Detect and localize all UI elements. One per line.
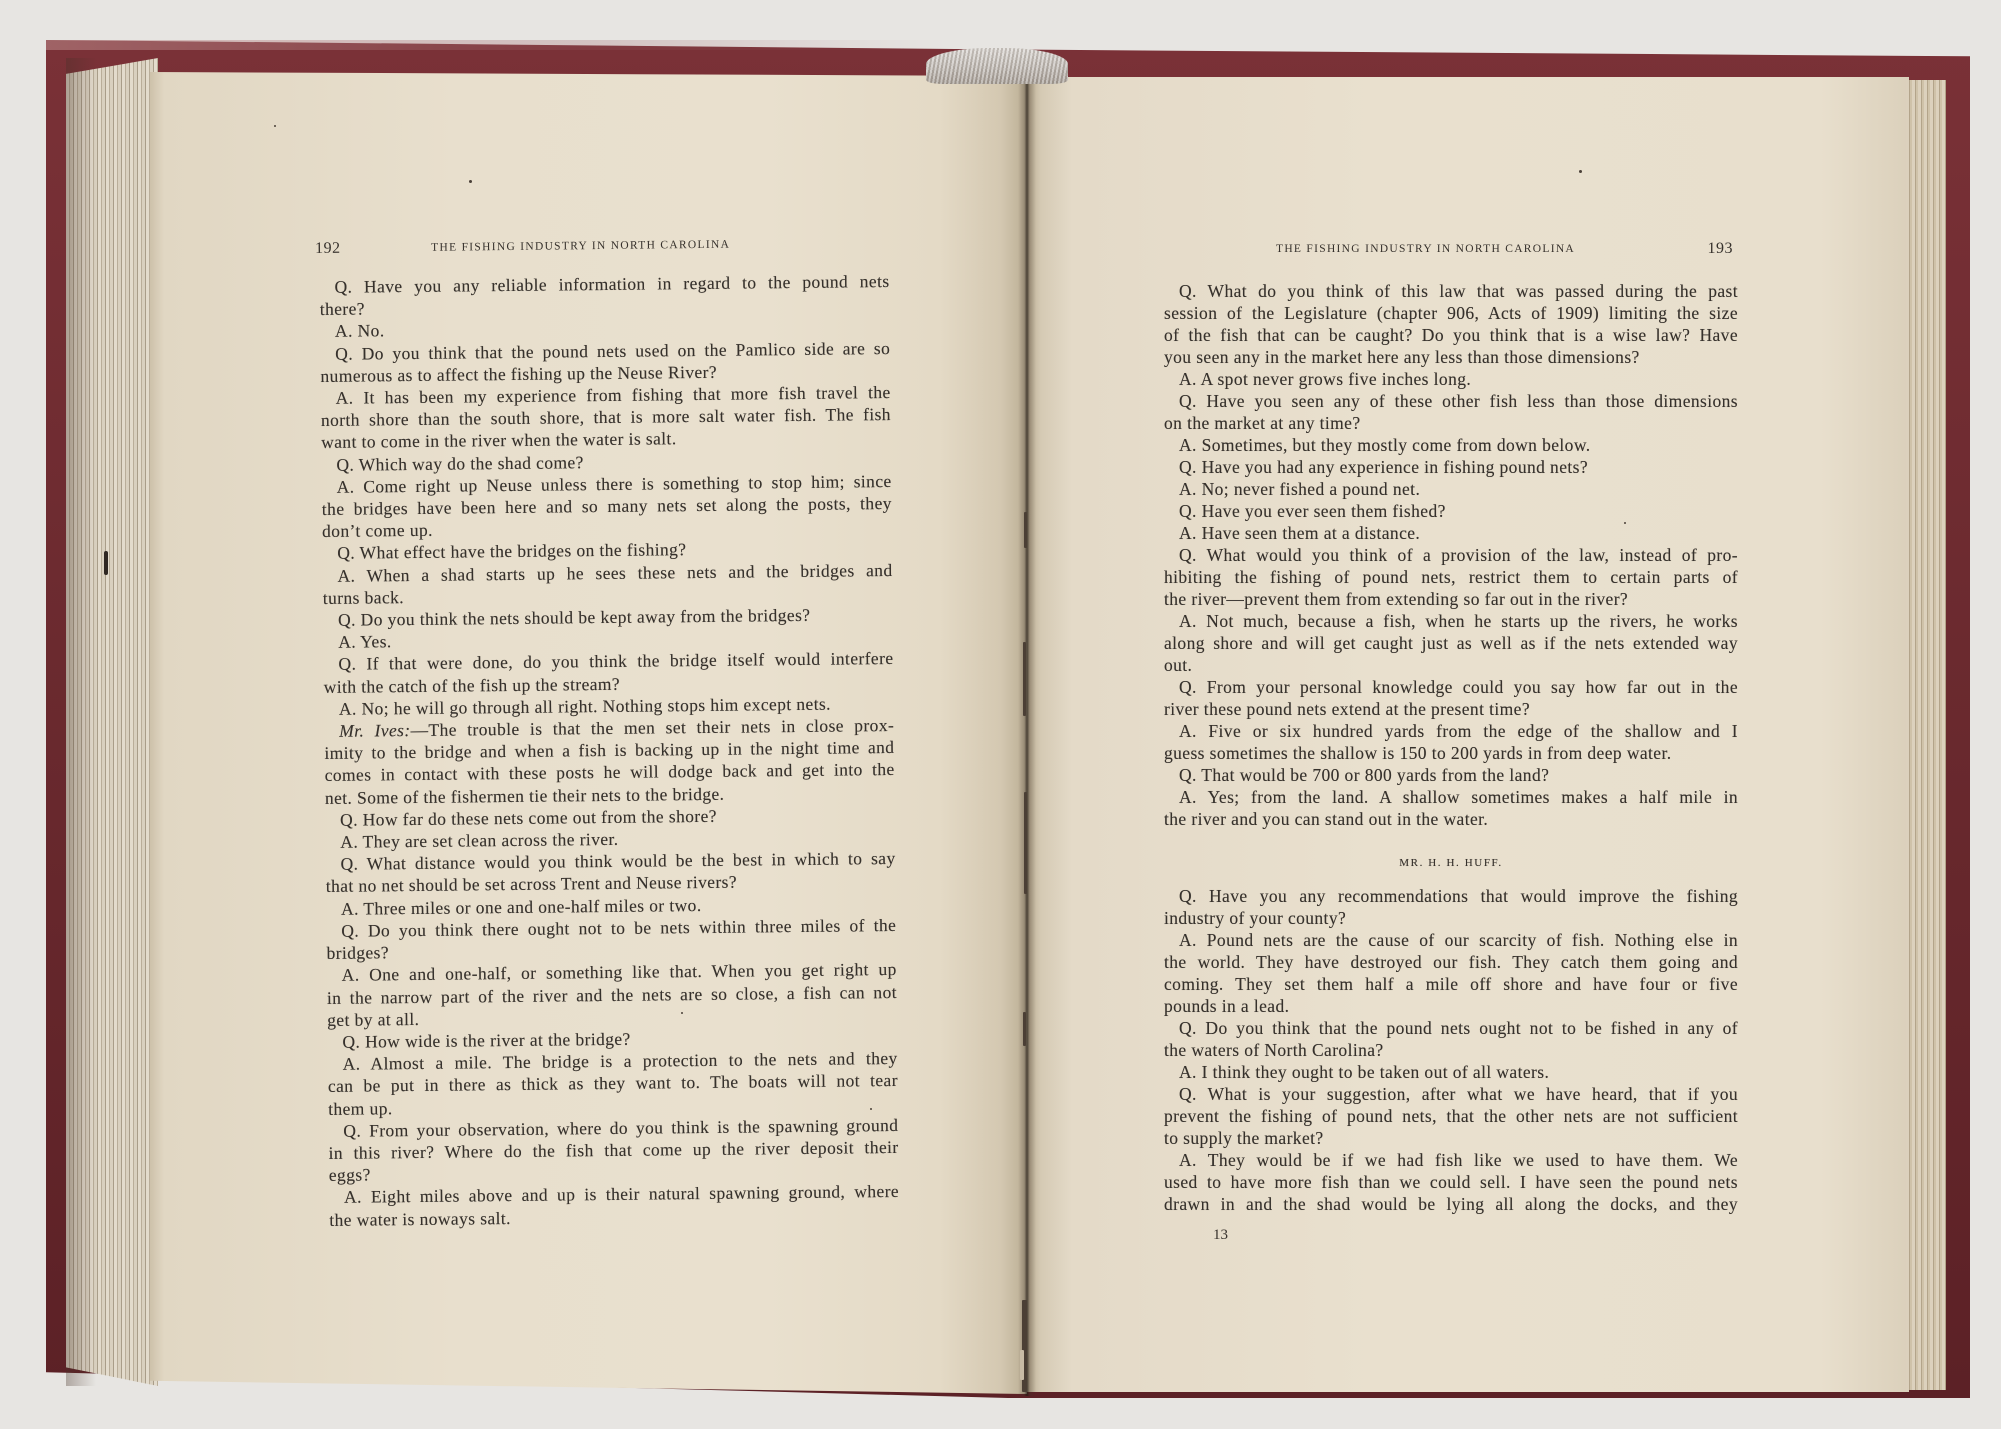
answer-paragraph <box>322 559 892 609</box>
text-line: along shore and will get caught just as well as if the nets extended way <box>1164 633 1738 653</box>
text-line: want to come in the river when the water is salt. <box>321 428 677 453</box>
answer-paragraph <box>1164 522 1738 544</box>
text-line: A. Yes; from the land. A shallow sometimes makes a half mile in <box>1179 787 1738 807</box>
answer-paragraph <box>328 1047 899 1120</box>
question-paragraph <box>1164 1017 1738 1061</box>
gutter-tear <box>1024 792 1027 894</box>
text-line: coming. They set them half a mile off shore and have four or five <box>1164 974 1738 994</box>
question-paragraph <box>320 337 890 387</box>
text-line: can be put in there as thick as they want to. The boats will not tear <box>327 1070 898 1097</box>
answer-paragraph <box>322 470 893 543</box>
text-line: Q. That would be 700 or 800 yards from the land? <box>1179 765 1550 785</box>
answer-paragraph <box>1164 478 1738 500</box>
running-head: THE FISHING INDUSTRY IN NORTH CAROLINA <box>431 238 731 254</box>
running-head: THE FISHING INDUSTRY IN NORTH CAROLINA <box>1276 243 1576 255</box>
text-line: Q. From your observation, where do you think is the spawning ground <box>343 1114 899 1141</box>
edge-mark <box>104 551 108 575</box>
gutter-tear <box>1023 642 1026 716</box>
page-number: 193 <box>1707 240 1733 257</box>
question-paragraph <box>326 914 896 964</box>
text-line: Q. From your personal knowledge could you say how far out in the <box>1179 677 1738 697</box>
answer-paragraph <box>329 1180 899 1230</box>
text-line: there? <box>319 298 366 320</box>
text-line: with the catch of the fish up the stream? <box>323 673 621 697</box>
text-line: Q. What would you think of a provision of the law, instead of pro- <box>1179 545 1738 565</box>
answer-paragraph <box>1164 720 1738 764</box>
text-line: A. No. <box>334 320 385 342</box>
text-line: Q. Have you seen any of these other fish less than those dimensions <box>1179 391 1738 411</box>
right-page-body <box>1164 280 1738 1215</box>
text-line: the bridges have been here and so many nets set along the posts, they <box>321 493 892 519</box>
question-paragraph <box>325 847 895 897</box>
text-line: A. Five or six hundred yards from the edge of the shallow and I <box>1179 721 1738 741</box>
cover-wear <box>46 40 946 50</box>
text-line: Q. What distance would you think would be the best in which to say <box>340 848 896 875</box>
text-line: the river—prevent them from extending so far out in the river? <box>1164 589 1629 609</box>
text-line: don’t come up. <box>321 520 433 542</box>
gutter <box>1018 76 1036 1396</box>
text-line: the waters of North Carolina? <box>1164 1040 1384 1060</box>
text-line: drawn in and the shad would be lying all along the docks, and they <box>1164 1194 1738 1214</box>
text-line: prevent the fishing of pound nets, that the other nets are not sufficient <box>1164 1106 1738 1126</box>
text-line: the world. They have destroyed our fish. They catch them going and <box>1164 952 1738 972</box>
text-line: A. Yes. <box>338 631 392 653</box>
answer-paragraph <box>1164 929 1738 1017</box>
text-line: Q. What do you think of this law that was passed during the past <box>1179 281 1738 301</box>
left-page-edges-shadow <box>66 58 96 1386</box>
text-line: you seen any in the market here any less than those dimensions? <box>1164 347 1640 367</box>
answer-paragraph <box>1164 368 1738 390</box>
text-line: Q. Have you any reliable information in regard to the pound nets <box>334 270 890 297</box>
text-line: A. I think they ought to be taken out of all waters. <box>1179 1062 1550 1082</box>
text-line: Q. What is your suggestion, after what we have heard, that if you <box>1179 1084 1738 1104</box>
text-line: comes in contact with these posts he will dodge back and get into the <box>324 759 895 786</box>
text-line: A. A spot never grows five inches long. <box>1179 369 1472 389</box>
left-page-body <box>319 270 899 1231</box>
text-line: Q. Do you think that the pound nets ought not to be fished in any of <box>1179 1018 1738 1038</box>
text-line: A. When a shad starts up he sees these nets and the bridges and <box>337 559 893 586</box>
text-line: on the market at any time? <box>1164 413 1361 433</box>
text-line: A. They would be if we had fish like we used to have them. We <box>1179 1150 1738 1170</box>
text-line: Q. Do you think the nets should be kept away from the bridges? <box>337 604 811 630</box>
answer-paragraph <box>1164 1061 1738 1083</box>
text-line: turns back. <box>322 586 405 608</box>
question-paragraph <box>319 270 889 320</box>
text-line: A. No; he will go through all right. Nothing stops him except nets. <box>338 693 831 719</box>
page-number: 192 <box>315 239 341 257</box>
remark-paragraph <box>324 714 895 809</box>
right-page-edges <box>1906 80 1946 1390</box>
text-line: industry of your county? <box>1164 908 1347 928</box>
text-line: Q. Have you any recommendations that would improve the fishing <box>1179 886 1738 906</box>
text-line: in this river? Where do the fish that come up the river deposit their <box>328 1136 899 1163</box>
text-line: the river and you can stand out in the water. <box>1164 809 1489 829</box>
signature-mark: 13 <box>1213 1227 1228 1243</box>
spine-tear <box>926 48 1068 84</box>
text-line: of the fish that can be caught? Do you think that is a wise law? Have <box>1164 325 1738 345</box>
question-paragraph <box>1164 280 1738 368</box>
text-line: A. One and one-half, or something like that. When you get right up <box>341 959 897 986</box>
question-paragraph <box>1164 456 1738 478</box>
gutter-tear <box>1023 1012 1026 1046</box>
text-line: Q. If that were done, do you think the bridge itself would interfere <box>338 648 894 675</box>
text-line: pounds in a lead. <box>1164 996 1290 1016</box>
text-line: Q. How wide is the river at the bridge? <box>342 1028 631 1052</box>
text-line: A. Three miles or one and one-half miles or two. <box>340 894 702 919</box>
text-line: north shore than the south shore, that is more salt water fish. The fish <box>320 404 892 431</box>
paper-speck <box>469 180 472 183</box>
question-paragraph <box>1164 676 1738 720</box>
text-line: guess sometimes the shallow is 150 to 200 yards in from deep water. <box>1164 743 1672 763</box>
text-line: Q. Have you ever seen them fished? <box>1179 501 1446 521</box>
answer-paragraph <box>1164 434 1738 456</box>
text-line: the water is noways salt. <box>329 1207 511 1230</box>
text-line: Q. What effect have the bridges on the fishing? <box>337 539 687 564</box>
text-line: in the narrow part of the river and the nets are so close, a fish can not <box>326 981 898 1008</box>
answer-paragraph <box>321 381 892 454</box>
line-text: —The trouble is that the men set their nets in close prox- <box>410 715 895 741</box>
text-line: imity to the bridge and when a fish is backing up in the night time and <box>324 737 895 764</box>
text-line: A. Have seen them at a distance. <box>1179 523 1421 543</box>
text-line: that no net should be set across Trent and Neuse rivers? <box>325 872 738 897</box>
question-paragraph <box>1164 390 1738 434</box>
text-line: hibiting the fishing of pound nets, restrict them to certain parts of <box>1164 567 1738 587</box>
text-line: numerous as to affect the fishing up the Neuse River? <box>320 361 718 386</box>
gutter-tear <box>1024 512 1027 548</box>
question-paragraph <box>1164 544 1738 610</box>
question-paragraph <box>1164 764 1738 786</box>
answer-paragraph <box>1164 610 1738 676</box>
paper-speck <box>274 125 276 127</box>
answer-paragraph <box>1164 786 1738 830</box>
text-line: bridges? <box>326 942 390 964</box>
paper-speck <box>1579 170 1582 173</box>
text-line: A. No; never fished a pound net. <box>1179 479 1421 499</box>
gutter-tear <box>1020 1350 1024 1380</box>
question-paragraph <box>323 647 893 697</box>
text-line: to supply the market? <box>1164 1128 1324 1148</box>
text-line: A. It has been my experience from fishing that more fish travel the <box>335 381 891 408</box>
question-paragraph <box>1164 885 1738 929</box>
text-line: get by at all. <box>327 1008 420 1030</box>
text-line: session of the Legislature (chapter 906, Acts of 1909) limiting the size <box>1164 303 1738 323</box>
text-line: used to have more fish than we could sell. I have seen the pound nets <box>1164 1172 1738 1192</box>
text-line: A. Eight miles above and up is their natural spawning ground, where <box>343 1181 900 1208</box>
text-line: A. Come right up Neuse unless there is something to stop him; since <box>336 470 892 497</box>
question-paragraph <box>1164 500 1738 522</box>
text-line: A. Pound nets are the cause of our scarcity of fish. Nothing else in <box>1179 930 1738 950</box>
question-paragraph <box>1164 1083 1738 1149</box>
text-line: Q. Which way do the shad come? <box>336 451 584 475</box>
text-line: A. Not much, because a fish, when he starts up the rivers, he works <box>1179 611 1738 631</box>
speaker-name: Mr. Ives: <box>339 720 411 741</box>
text-line: A. Almost a mile. The bridge is a protection to the nets and they <box>342 1048 898 1074</box>
text-line: Q. Do you think there ought not to be nets within three miles of the <box>341 914 897 941</box>
text-line: Q. Have you had any experience in fishing pound nets? <box>1179 457 1589 477</box>
text-line: Q. How far do these nets come out from the shore? <box>340 805 717 830</box>
speaker-heading: MR. H. H. HUFF. <box>1399 857 1503 869</box>
text-line: them up. <box>328 1097 393 1119</box>
text-line: A. They are set clean across the river. <box>340 828 619 852</box>
text-line: out. <box>1164 655 1193 675</box>
answer-paragraph <box>327 958 898 1031</box>
answer-paragraph <box>1164 1149 1738 1215</box>
text-line: net. Some of the fishermen tie their nets to the bridge. <box>324 783 725 808</box>
question-paragraph <box>328 1114 899 1187</box>
text-line: Q. Do you think that the pound nets used on the Pamlico side are so <box>335 337 891 364</box>
text-line: river these pound nets extend at the present time? <box>1164 699 1530 719</box>
text-line: eggs? <box>328 1164 371 1186</box>
text-line: A. Sometimes, but they mostly come from down below. <box>1179 435 1591 455</box>
